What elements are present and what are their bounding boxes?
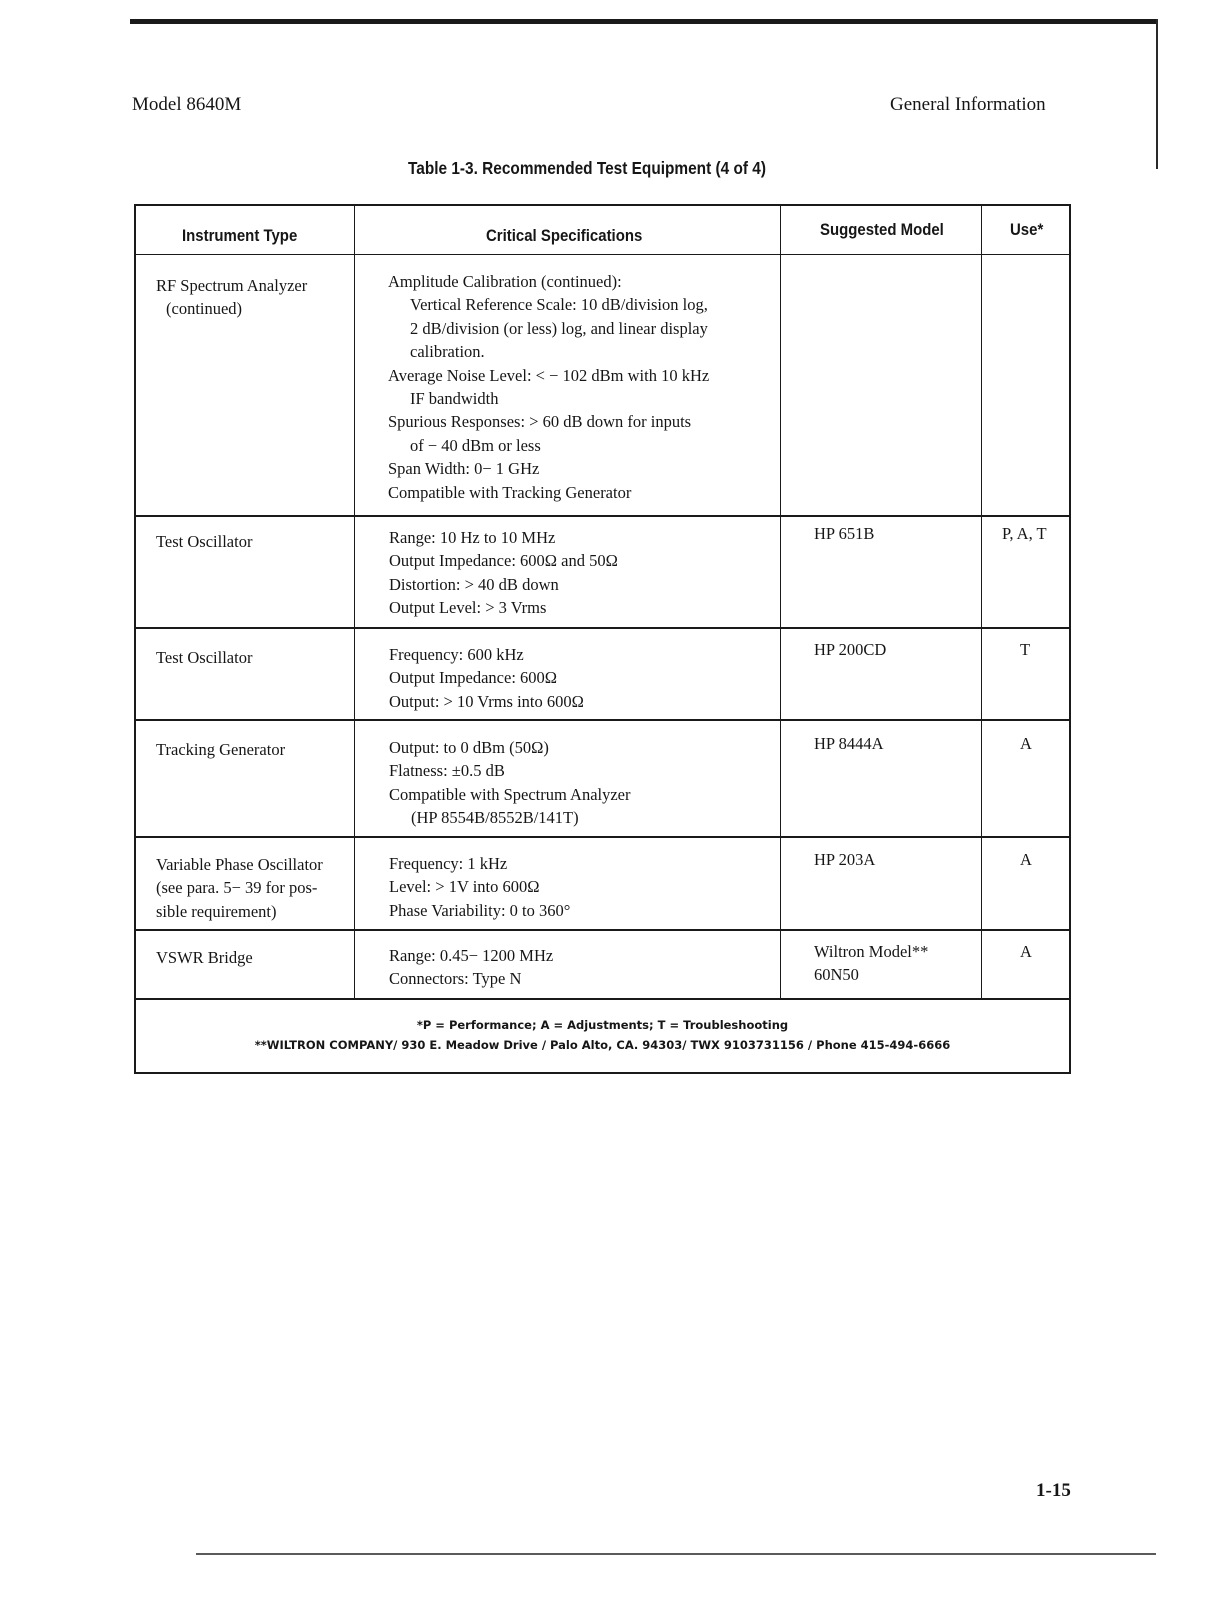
spec-line: of − 40 dBm or less (410, 435, 541, 455)
spec-line: Output: to 0 dBm (50Ω) (389, 738, 549, 757)
spec-line: Average Noise Level: < − 102 dBm with 10 kHz (388, 365, 710, 385)
spec-line: (HP 8554B/8552B/141T) (411, 808, 579, 828)
spec-line: Range: 0.45− 1200 MHz (389, 946, 554, 965)
spec-line: calibration. (410, 342, 485, 362)
spec-line: Compatible with Tracking Generator (388, 482, 632, 502)
model-cell (814, 848, 875, 871)
spec-line: Output Level: > 3 Vrms (389, 598, 547, 618)
use-cell: A (1020, 942, 1032, 961)
footnote-use-legend: *P = Performance; A = Adjustments; T = Troubleshooting (416, 1018, 789, 1032)
row-rule (136, 515, 1069, 517)
instrument-cell (156, 646, 252, 669)
row-rule (136, 836, 1069, 838)
row-rule (136, 254, 1069, 255)
specs-cell (389, 944, 553, 991)
model-line: 60N50 (814, 965, 859, 985)
top-rule (130, 19, 1158, 24)
column-header-specs: Critical Specifications (486, 226, 643, 245)
instrument-line: sible requirement) (156, 901, 277, 921)
specs-cell (389, 852, 570, 922)
row-rule (136, 627, 1069, 629)
specs-cell (389, 643, 584, 713)
instrument-cell (156, 530, 252, 553)
instrument-line: RF Spectrum Analyzer (156, 276, 308, 295)
spec-line: Connectors: Type N (389, 969, 522, 989)
model-cell (814, 522, 874, 545)
row-rule (136, 998, 1069, 1000)
row-rule (136, 929, 1069, 931)
spec-line: Output Impedance: 600Ω and 50Ω (389, 551, 618, 571)
column-header-use: Use* (1010, 220, 1044, 239)
spec-line: Range: 10 Hz to 10 MHz (389, 528, 556, 547)
specs-cell (389, 736, 631, 830)
column-header-instrument: Instrument Type (182, 226, 298, 245)
instrument-line: Test Oscillator (156, 648, 253, 667)
instrument-line: (continued) (166, 299, 243, 319)
use-cell: A (1020, 850, 1032, 869)
equipment-table (134, 204, 1071, 1074)
use-cell: A (1020, 734, 1032, 753)
instrument-cell (156, 738, 285, 761)
model-line: HP 651B (814, 524, 875, 543)
spec-line: Distortion: > 40 dB down (389, 574, 559, 594)
spec-line: Phase Variability: 0 to 360° (389, 900, 571, 920)
instrument-line: (see para. 5− 39 for pos- (156, 878, 318, 898)
specs-cell (389, 526, 618, 620)
row-rule (136, 719, 1069, 721)
column-rule (354, 206, 355, 998)
model-line: HP 200CD (814, 640, 887, 659)
spec-line: IF bandwidth (410, 389, 499, 409)
spec-line: Output Impedance: 600Ω (389, 668, 558, 688)
section-header: General Information (890, 94, 1046, 115)
model-line: Wiltron Model** (814, 942, 929, 961)
use-cell: T (1020, 640, 1031, 659)
spec-line: Vertical Reference Scale: 10 dB/division log, (410, 295, 708, 315)
spec-line: Span Width: 0− 1 GHz (388, 459, 540, 479)
spec-line: Frequency: 600 kHz (389, 645, 524, 664)
spec-line: Output: > 10 Vrms into 600Ω (389, 691, 584, 711)
bottom-rule (196, 1553, 1156, 1555)
spec-line: Spurious Responses: > 60 dB down for inputs (388, 412, 692, 432)
instrument-cell (156, 946, 253, 969)
model-cell (814, 638, 886, 661)
spec-line: Level: > 1V into 600Ω (389, 877, 540, 897)
spec-line: Compatible with Spectrum Analyzer (389, 784, 631, 804)
column-rule (981, 206, 982, 998)
model-line: HP 203A (814, 850, 876, 869)
spec-line: Frequency: 1 kHz (389, 854, 508, 873)
footnote-wiltron: **WILTRON COMPANY/ 930 E. Meadow Drive / Palo Alto, CA. 94303/ TWX 9103731156 / Phone 415-494-6666 (254, 1038, 951, 1052)
model-cell (814, 940, 928, 987)
spec-line: Amplitude Calibration (continued): (388, 272, 622, 291)
model-cell (814, 732, 884, 755)
model-header: Model 8640M (132, 94, 242, 115)
instrument-cell (156, 274, 307, 321)
instrument-cell (156, 853, 323, 923)
page-edge (1156, 19, 1158, 169)
instrument-line: VSWR Bridge (156, 948, 253, 967)
column-rule (780, 206, 781, 998)
page-number: 1-15 (1036, 1480, 1071, 1501)
instrument-line: Variable Phase Oscillator (156, 855, 323, 874)
spec-line: Flatness: ±0.5 dB (389, 761, 505, 781)
specs-cell (388, 270, 709, 504)
use-cell: P, A, T (1002, 524, 1047, 543)
instrument-line: Tracking Generator (156, 740, 286, 759)
instrument-line: Test Oscillator (156, 532, 253, 551)
column-header-model: Suggested Model (820, 220, 944, 239)
model-line: HP 8444A (814, 734, 884, 753)
table-title: Table 1-3. Recommended Test Equipment (4 of 4) (408, 158, 766, 178)
spec-line: 2 dB/division (or less) log, and linear display (410, 318, 708, 338)
